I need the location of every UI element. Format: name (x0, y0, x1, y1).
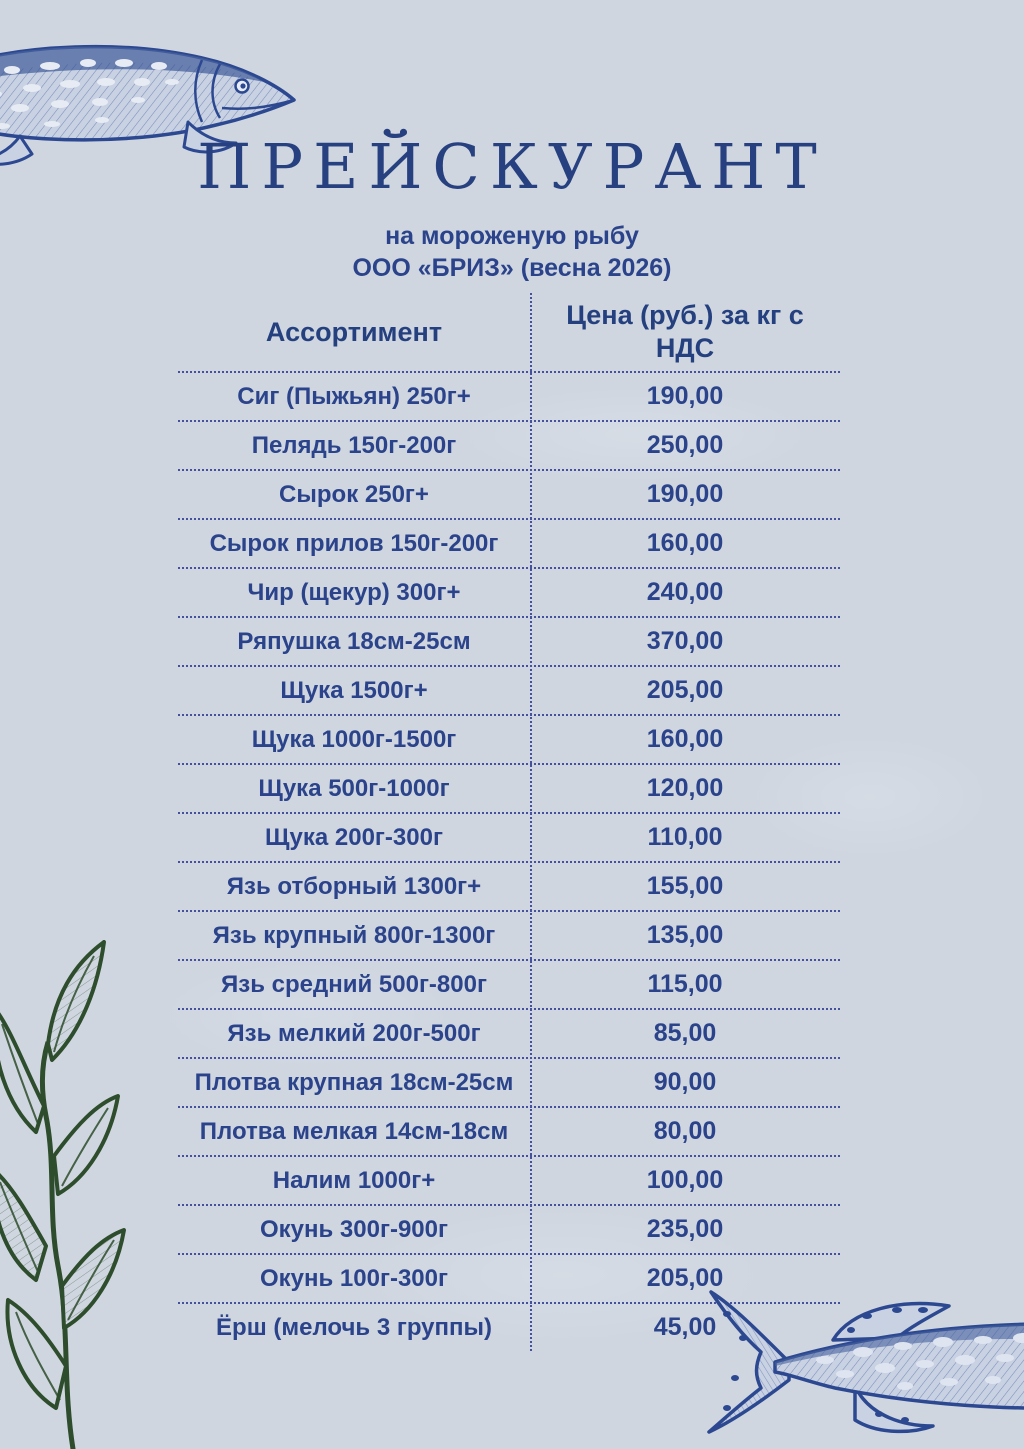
price-table (178, 293, 840, 1351)
product-name: Язь мелкий 200г-500г (227, 1019, 481, 1047)
table-row (178, 371, 840, 420)
table-row (178, 1155, 840, 1204)
product-name: Щука 200г-300г (265, 823, 443, 851)
product-name: Язь крупный 800г-1300г (212, 921, 496, 949)
product-price: 45,00 (653, 1313, 717, 1341)
product-name: Сиг (Пыжьян) 250г+ (237, 382, 471, 410)
product-name: Язь средний 500г-800г (221, 970, 487, 998)
table-row (178, 567, 840, 616)
table-row (178, 1057, 840, 1106)
product-name: Щука 1000г-1500г (251, 725, 457, 753)
product-name: Налим 1000г+ (272, 1166, 436, 1194)
table-row (178, 812, 840, 861)
product-name: Плотва мелкая 14см-18см (199, 1117, 509, 1145)
table-row (178, 714, 840, 763)
product-name: Ряпушка 18см-25см (237, 627, 471, 655)
column-header-assortment: Ассортимент (265, 316, 443, 347)
product-name: Ёрш (мелочь 3 группы) (215, 1313, 492, 1341)
table-row (178, 959, 840, 1008)
table-row (178, 1106, 840, 1155)
table-row (178, 1204, 840, 1253)
subtitle-line-2: ООО «БРИЗ» (весна 2026) (352, 254, 672, 282)
product-price: 190,00 (646, 480, 724, 508)
seaweed-icon (0, 940, 133, 1449)
product-price: 190,00 (646, 382, 724, 410)
product-price: 370,00 (646, 627, 724, 655)
product-price: 160,00 (646, 529, 724, 557)
table-row (178, 861, 840, 910)
column-divider (530, 293, 532, 1351)
product-name: Сырок прилов 150г-200г (209, 529, 499, 557)
page-title: ПРЕЙСКУРАНТ (197, 130, 827, 203)
product-price: 110,00 (647, 823, 723, 851)
product-price: 135,00 (646, 921, 724, 949)
product-price: 85,00 (653, 1019, 717, 1047)
product-name: Язь отборный 1300г+ (226, 872, 482, 900)
page-subtitle (0, 220, 1024, 284)
product-price: 80,00 (653, 1117, 717, 1145)
product-price: 250,00 (646, 431, 724, 459)
table-row (178, 910, 840, 959)
product-name: Щука 1500г+ (280, 676, 428, 704)
table-row (178, 469, 840, 518)
product-price: 205,00 (646, 1264, 724, 1292)
product-name: Окунь 100г-300г (259, 1264, 448, 1292)
product-price: 160,00 (646, 725, 724, 753)
product-name: Плотва крупная 18см-25см (194, 1068, 514, 1096)
product-price: 115,00 (647, 970, 723, 998)
product-price: 155,00 (646, 872, 724, 900)
table-row (178, 665, 840, 714)
product-price: 205,00 (646, 676, 724, 704)
product-price: 100,00 (646, 1166, 724, 1194)
column-header-price: Цена (руб.) за кг с НДС (566, 300, 804, 363)
table-row (178, 420, 840, 469)
table-row (178, 763, 840, 812)
product-price: 235,00 (646, 1215, 724, 1243)
table-row (178, 616, 840, 665)
product-name: Чир (щекур) 300г+ (247, 578, 461, 606)
product-price: 240,00 (646, 578, 724, 606)
table-row (178, 518, 840, 567)
table-header-row (178, 293, 840, 371)
pike-fish-bottom-icon (705, 1282, 1024, 1447)
product-name: Щука 500г-1000г (258, 774, 450, 802)
product-name: Окунь 300г-900г (259, 1215, 448, 1243)
product-name: Пелядь 150г-200г (251, 431, 457, 459)
table-row (178, 1008, 840, 1057)
product-price: 120,00 (646, 774, 724, 802)
product-name: Сырок 250г+ (279, 480, 429, 508)
table-body (178, 371, 840, 1351)
subtitle-line-1: на мороженую рыбу (385, 222, 639, 250)
product-price: 90,00 (653, 1068, 717, 1096)
